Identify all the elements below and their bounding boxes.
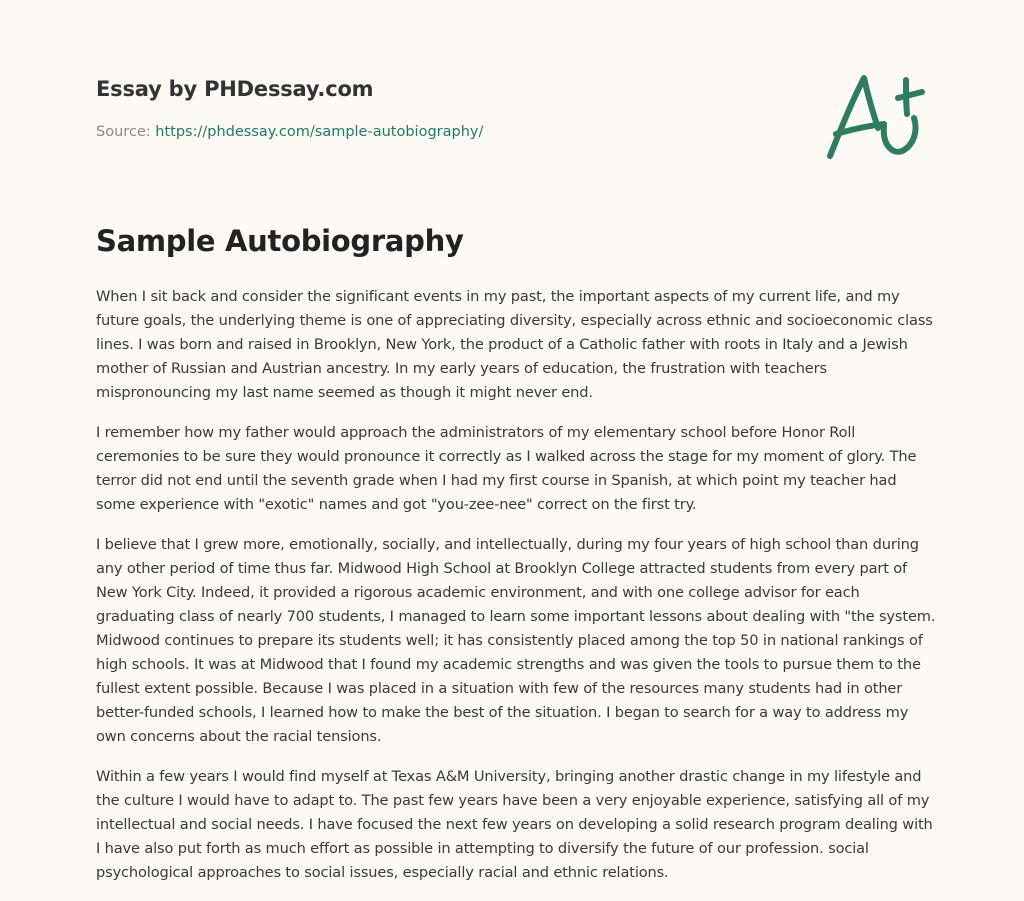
a-plus-logo-icon (822, 66, 932, 166)
paragraph: I believe that I grew more, emotionally, socially, and intellectually, during my four years of high school than during any other period of time thus far. Midwood High School at Brooklyn College attracted students from every part of New York City. Indeed, it provided a rigorous academic environment, and with one college advisor for each graduating class of nearly 700 students, I managed to learn some important lessons about dealing with "the system. Midwood continues to prepare its students well; it has consistently placed among the top 50 in national rankings of high schools. It was at Midwood that I found my academic strengths and was given the tools to pursue them to the fullest extent possible. Because I was placed in a situation with few of the resources many students had in other better-funded schools, I learned how to make the best of the situation. I began to search for a way to address my own concerns about the racial tensions. (96, 536, 936, 745)
article-body (96, 285, 936, 901)
page-header (0, 0, 1024, 200)
source-link[interactable]: https://phdessay.com/sample-autobiography/ (155, 124, 484, 140)
article-title: Sample Autobiography (96, 224, 464, 258)
source-line (96, 124, 483, 140)
source-label: Source: (96, 124, 151, 140)
paragraph: I remember how my father would approach the administrators of my elementary school before Honor Roll ceremonies to be sure they would pronounce it correctly as I walked across the stage for my moment of glory. The terror did not end until the seventh grade when I had my first course in Spanish, at which point my teacher had some experience with "exotic" names and got "you-zee-nee" correct on the first try. (96, 424, 917, 513)
paragraph: Within a few years I would find myself at Texas A&M University, bringing another drastic change in my lifestyle and the culture I would have to adapt to. The past few years have been a very enjoyable experience, satisfying all of my intellectual and social needs. I have focused the next few years on developing a solid research program dealing with I have also put forth as much effort as possible in attempting to diversify the future of our profession. social psychological approaches to social issues, especially racial and ethnic relations. (96, 768, 933, 881)
site-title: Essay by PHDessay.com (96, 77, 374, 101)
paragraph: When I sit back and consider the significant events in my past, the important aspects of my current life, and my future goals, the underlying theme is one of appreciating diversity, especially across ethnic and socioeconomic class lines. I was born and raised in Brooklyn, New York, the product of a Catholic father with roots in Italy and a Jewish mother of Russian and Austrian ancestry. In my early years of education, the frustration with teachers mispronouncing my last name seemed as though it might never end. (96, 288, 933, 401)
